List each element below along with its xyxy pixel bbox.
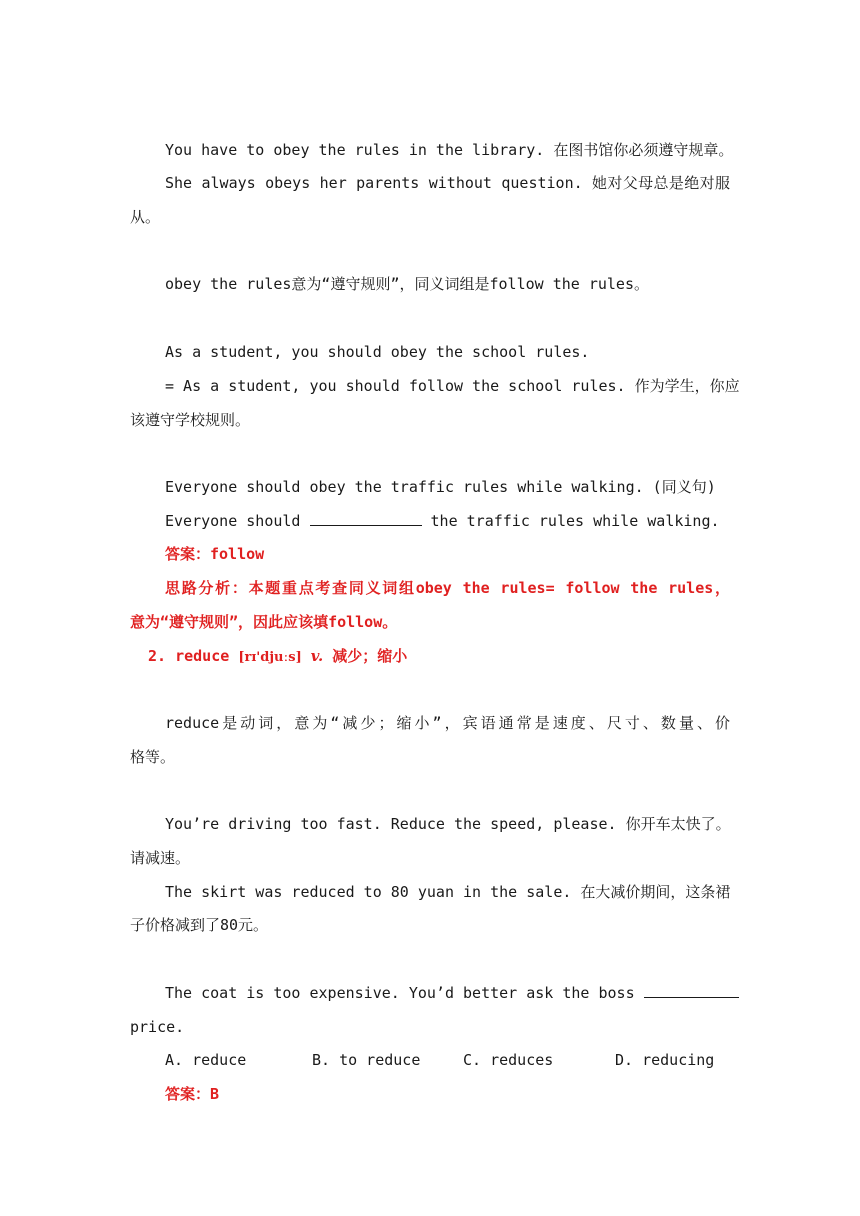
vocab-part-of-speech: v. [310, 647, 324, 665]
example-sentence: As a student, you should obey the school rules. [165, 343, 590, 361]
vocab-heading [148, 645, 748, 667]
option-b: B. to reduce [312, 1051, 421, 1069]
question-text: the traffic rules while walking. [421, 512, 720, 530]
example-sentence-continued: 从。 [130, 208, 161, 226]
option-a: A. reduce [165, 1051, 247, 1069]
example-sentence-continued: 子价格减到了80元。 [130, 916, 269, 934]
vocab-word: 2. reduce [148, 647, 230, 665]
answer-blank [644, 983, 739, 998]
vocab-meaning: 减少；缩小 [332, 647, 408, 665]
usage-note: obey the rules意为“遵守规则”，同义词组是follow the rules。 [165, 275, 649, 293]
example-sentence: She always obeys her parents without question. 她对父母总是绝对服 [165, 174, 730, 192]
example-sentence: The skirt was reduced to 80 yuan in the sale. 在大减价期间，这条裙 [165, 883, 731, 901]
usage-note: reduce是动词，意为“减少；缩小”，宾语通常是速度、尺寸、数量、价 [165, 714, 730, 732]
example-sentence-continued: 该遵守学校规则。 [130, 411, 251, 429]
question-text: The coat is too expensive. You’d better ask the boss [165, 984, 644, 1002]
question-blank-line [165, 510, 730, 532]
answer-blank [310, 511, 422, 526]
answer-label: 答案：follow [165, 545, 265, 563]
vocab-phonetic: [rɪ'djuːs] [238, 650, 302, 665]
question-text-continued: price. [130, 1018, 185, 1036]
question-blank-line [165, 982, 730, 1004]
analysis-text-continued: 意为“遵守规则”，因此应该填follow。 [130, 613, 398, 631]
example-sentence: = As a student, you should follow the school rules. 作为学生，你应 [165, 377, 740, 395]
question-text: Everyone should obey the traffic rules while walking. (同义句) [165, 478, 716, 496]
question-text: Everyone should [165, 512, 310, 530]
example-sentence-continued: 请减速。 [130, 849, 191, 867]
option-c: C. reduces [463, 1051, 554, 1069]
answer-label: 答案：B [165, 1085, 220, 1103]
example-sentence: You have to obey the rules in the library. 在图书馆你必须遵守规章。 [165, 141, 734, 159]
option-d: D. reducing [615, 1051, 715, 1069]
example-sentence: You’re driving too fast. Reduce the speed, please. 你开车太快了。 [165, 815, 731, 833]
usage-note-continued: 格等。 [130, 748, 176, 766]
analysis-text: 思路分析：本题重点考查同义词组obey the rules= follow the rules， [165, 579, 730, 597]
